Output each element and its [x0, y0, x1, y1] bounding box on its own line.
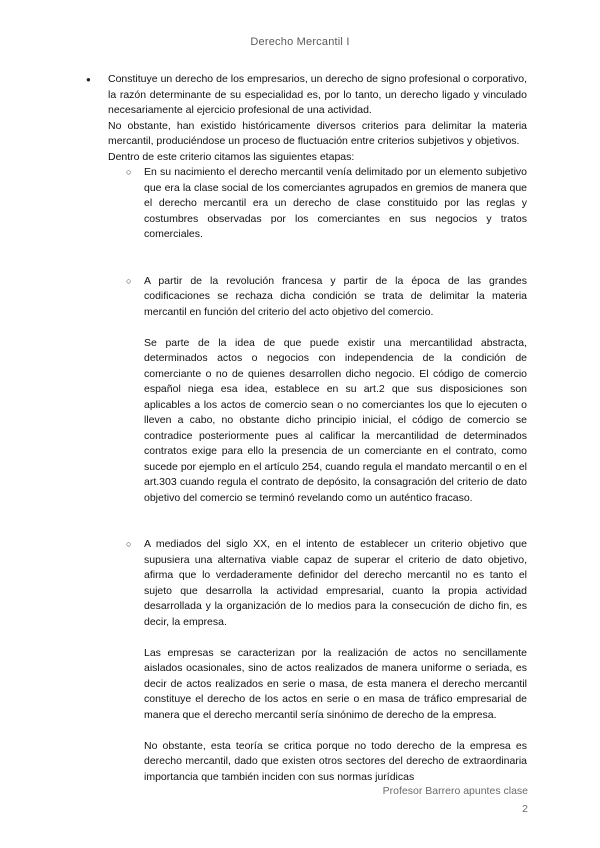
page-body: [108, 72, 527, 785]
footer-author: Profesor Barrero apuntes clase: [382, 785, 528, 797]
stage-item-1: [144, 165, 527, 274]
stage-3-paragraph-3: No obstante, esta teoría se critica porque no todo derecho de la empresa es derecho mercantil, dado que existen otros sectores del derecho de extraordinaria importancia que también inciden con sus normas jurídicas: [144, 739, 527, 783]
intro-paragraph-2: No obstante, han existido históricamente diversos criterios para delimitar la materia mercantil, produciéndose un proceso de fluctuación entre criterios subjetivos y objetivos.: [108, 119, 527, 147]
stages-list: [108, 165, 527, 785]
stage-1-text: ○ En su nacimiento el derecho mercantil venía delimitado por un elemento subjetivo que era la clase social de los comerciantes agrupados en gremios de manera que el derecho mercantil era un derecho de clase constituido por las reglas y costumbres observadas por los comerciantes en sus negocios y tratos comerciales.: [144, 166, 527, 240]
page-number: 2: [522, 803, 528, 815]
intro-paragraph: ● Constituye un derecho de los empresarios, un derecho de signo profesional o corporativo, la razón determinante de su especialidad es, por lo tanto, un derecho ligado y vinculado necesariamente al ejercicio profesional de una actividad.: [108, 73, 527, 116]
stage-item-3: [144, 537, 527, 785]
stage-item-2: [144, 274, 527, 538]
main-bullet-item: [108, 72, 527, 785]
stage-2-text: ○ A partir de la revolución francesa y partir de la época de las grandes codificaciones se rechaza dicha condición se trata de delimitar la materia mercantil en función del criterio del acto objetivo del comercio.: [144, 274, 527, 318]
page-footer: [383, 782, 528, 818]
stage-3-paragraph-2: Las empresas se caracterizan por la realización de actos no sencillamente aislados ocasionales, sino de actos realizados de manera uniforme o seriada, es decir de actos realizados en serie o masa, de esta manera el derecho mercantil constituye el derecho de los actos en serie o en masa de tráfico empresarial de manera que el derecho mercantil sería sinónimo de derecho de la empresa.: [144, 646, 527, 721]
stage-3-text: ○ A mediados del siglo XX, en el intento de establecer un criterio objetivo que supusiera una alternativa viable capaz de superar el criterio de dato objetivo, afirma que lo verdaderamente definidor del derecho mercantil no es tanto el sujeto que desarrolla la actividad empresarial, cuanto la propia actividad desarrollada y la organización de lo medios para la consecución de dicho fin, es decir, la empresa.: [144, 538, 527, 628]
page-header: Derecho Mercantil I: [250, 36, 350, 48]
stage-2-paragraph-2: Se parte de la idea de que puede existir una mercantilidad abstracta, determinados actos o negocios con independencia de la condición de comerciante o no de quienes desarrollen dicho negocio. El código de comercio español niega esa idea, establece en su art.2 que sus disposiciones son aplicables a los actos de comercio sean o no comerciantes los que lo ejecuten o lleven a cabo, no obstante dicho principio inicial, el código de comercio se contradice posteriormente pues al calificar la mercantilidad de determinados contratos exige para ello la presencia de un comerciante en el contrato, como sucede por ejemplo en el artículo 254, cuando regula el mandato mercantil o en el art.303 cuando regula el contrato de depósito, la consagración del criterio de dato objetivo del comercio se terminó revelando como un auténtico fracaso.: [144, 336, 527, 504]
intro-paragraph-3: Dentro de este criterio citamos las siguientes etapas:: [108, 150, 355, 163]
